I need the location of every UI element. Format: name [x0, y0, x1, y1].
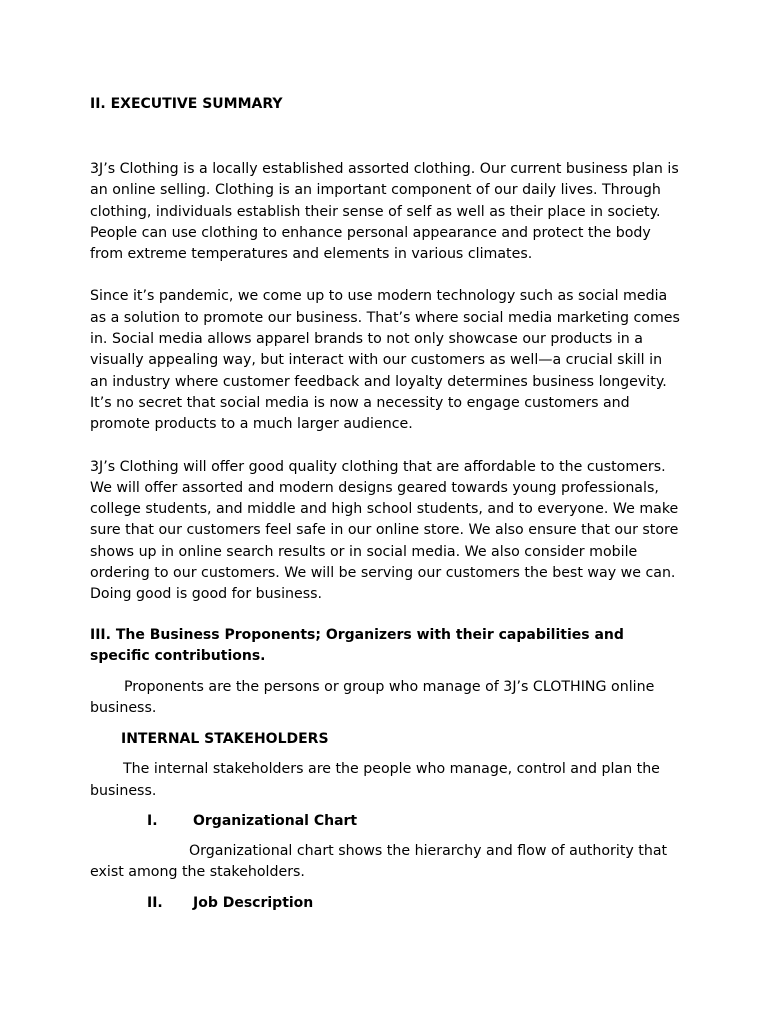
subheading-organizational-chart — [147, 811, 680, 831]
subheading-title: Organizational Chart — [193, 812, 358, 829]
paragraph-offering: 3J’s Clothing will offer good quality clothing that are affordable to the customers. We will offer assorted and modern designs geared towards young professionals, college students, and middle and high school students, and to everyone. We make sure that our customers feel safe in our online store. We also ensure that our store shows up in online search results or in social media. We also consider mobile ordering to our customers. We will be serving our customers the best way we can. Doing good is good for business. — [90, 458, 679, 603]
subheading-job-description — [147, 893, 680, 913]
subheading-internal-stakeholders: INTERNAL STAKEHOLDERS — [121, 731, 329, 748]
document-page — [90, 94, 680, 913]
paragraph-internal-stakeholders: The internal stakeholders are the people who manage, control and plan the business. — [90, 761, 660, 799]
subheading-title: Job Description — [193, 895, 314, 912]
paragraph-organizational-chart: Organizational chart shows the hierarchy and flow of authority that exist among the stakeholders. — [90, 842, 668, 881]
section-heading-business-proponents: III. The Business Proponents; Organizers with their capabilities and specific contributions. — [90, 626, 624, 664]
roman-numeral: II. — [147, 895, 163, 912]
paragraph-social-media: Since it’s pandemic, we come up to use modern technology such as social media as a solution to promote our business. That’s where social media marketing comes in. Social media allows apparel brands to not only showcase our products in a visually appealing way, but interact with our customers as well—a crucial skill in an industry where customer feedback and loyalty determines business longevity. It’s no secret that social media is now a necessity to engage customers and promote products to a much larger audience. — [90, 288, 680, 433]
paragraph-company-overview: 3J’s Clothing is a locally established assorted clothing. Our current business plan is an online selling. Clothing is an important component of our daily lives. Through clothing, individuals establish their sense of self as well as their place in society. People can use clothing to enhance personal appearance and protect the body from extreme temperatures and elements in various climates. — [90, 161, 679, 263]
paragraph-proponents: Proponents are the persons or group who manage of 3J’s CLOTHING online business. — [90, 678, 655, 716]
section-heading-executive-summary: II. EXECUTIVE SUMMARY — [90, 96, 283, 112]
roman-numeral: I. — [147, 812, 158, 829]
